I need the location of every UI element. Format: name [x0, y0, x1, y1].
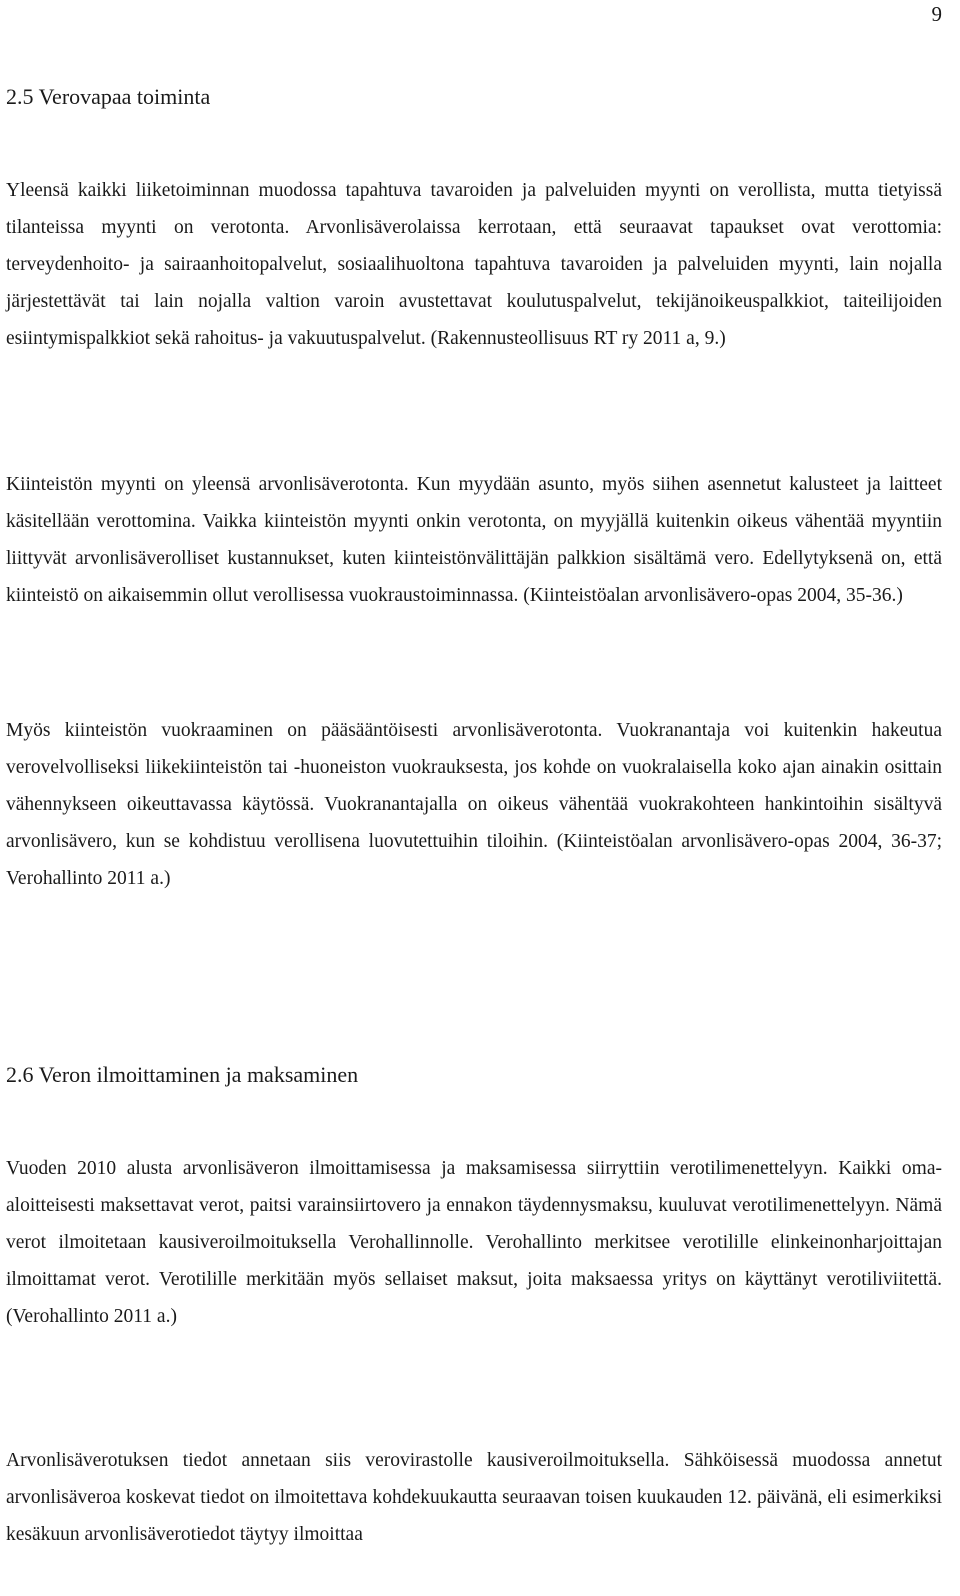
paragraph-verotilimenettely: Vuoden 2010 alusta arvonlisäveron ilmoittamisessa ja maksamisessa siirryttiin verotilimenettelyyn. Kaikki oma-aloitteisesti maksettavat verot, paitsi varainsiirtovero ja ennakon täydennysmaksu, kuuluvat verotilimenettelyyn. Nämä verot ilmoitetaan kausiveroilmoituksella Verohallinnolle. Verohallinto merkitsee verotilille elinkeinonharjoittajan ilmoittamat verot. Verotilille merkitään myös sellaiset maksut, joita maksaessa yritys on käyttänyt verotiliviitettä. (Verohallinto 2011 a.)	[6, 1158, 942, 1327]
page-number: 9	[931, 2, 942, 26]
paragraph-kiinteiston-myynti: Kiinteistön myynti on yleensä arvonlisäverotonta. Kun myydään asunto, myös siihen asennetut kalusteet ja laitteet käsitellään verottomina. Vaikka kiinteistön myynti onkin verotonta, on myyjällä kuitenkin oikeus vähentää myyntiin liittyvät arvonlisäverolliset kustannukset, kuten kiinteistönvälittäjän palkkion sisältämä vero. Edellytyksenä on, että kiinteistö on aikaisemmin ollut verollisessa vuokraustoiminnassa. (Kiinteistöalan arvonlisävero-opas 2004, 35-36.)	[6, 474, 942, 606]
paragraph-kausiveroilmoitus: Arvonlisäverotuksen tiedot annetaan siis verovirastolle kausiveroilmoituksella. Sähköisessä muodossa annetut arvonlisäveroa koskevat tiedot on ilmoitettava kohdekuukautta seuraavan toisen kuukauden 12. päivänä, eli esimerkiksi kesäkuun arvonlisäverotiedot täytyy ilmoittaa	[6, 1450, 942, 1545]
section-heading-veron-ilmoittaminen: 2.6 Veron ilmoittaminen ja maksaminen	[6, 1062, 359, 1087]
paragraph-verovapaa-intro: Yleensä kaikki liiketoiminnan muodossa tapahtuva tavaroiden ja palveluiden myynti on verollista, mutta tietyissä tilanteissa myynti on verotonta. Arvonlisäverolaissa kerrotaan, että seuraavat tapaukset ovat verottomia: terveydenhoito- ja sairaanhoitopalvelut, sosiaalihuoltona tapahtuva tavaroiden ja palveluiden myynti, lain nojalla järjestettävät tai lain nojalla valtion varoin avustettavat koulutuspalvelut, tekijänoikeuspalkkiot, taiteilijoiden esiintymispalkkiot sekä rahoitus- ja vakuutuspalvelut. (Rakennusteollisuus RT ry 2011 a, 9.)	[6, 180, 942, 349]
section-heading-verovapaa-toiminta: 2.5 Verovapaa toiminta	[6, 84, 211, 109]
paragraph-kiinteiston-vuokraaminen: Myös kiinteistön vuokraaminen on pääsääntöisesti arvonlisäverotonta. Vuokranantaja voi kuitenkin hakeutua verovelvolliseksi liikekiinteistön tai -huoneiston vuokrauksesta, jos kohde on vuokralaisella koko ajan ainakin osittain vähennykseen oikeuttavassa käytössä. Vuokranantajalla on oikeus vähentää vuokrakohteen hankintoihin sisältyvä arvonlisävero, kun se kohdistuu verollisena luovutettuihin tiloihin. (Kiinteistöalan arvonlisävero-opas 2004, 36-37; Verohallinto 2011 a.)	[6, 720, 942, 889]
